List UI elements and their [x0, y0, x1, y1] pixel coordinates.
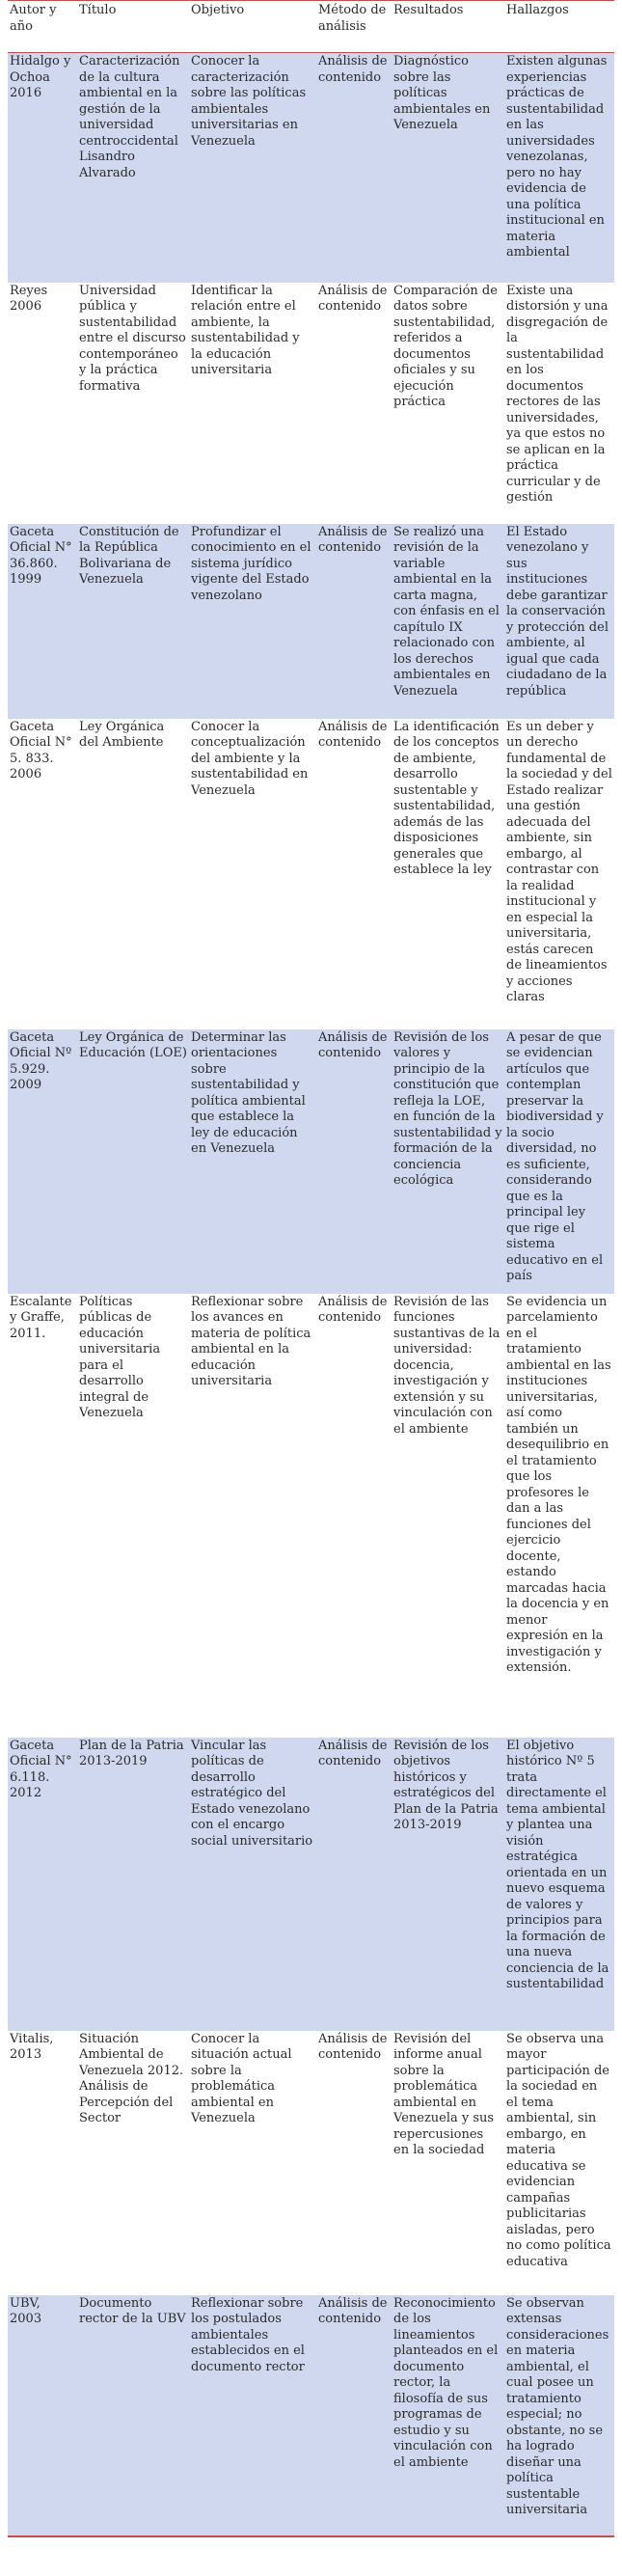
table-row [8, 1738, 614, 2031]
cell-autor: Escalante y Graffe, 2011. [10, 1294, 72, 1341]
cell-autor: Vitalis, 2013 [10, 2031, 54, 2062]
cell-autor: UBV, 2003 [8, 2295, 77, 2536]
cell-objetivo: Identificar la relación entre el ambiente, la sustentabilidad y la educación universitaria [191, 283, 300, 377]
cell-resultados: Revisión de las funciones sustantivas de la universidad: docencia, investigación y extensión y su vinculación con el ambiente [393, 1294, 500, 1437]
cell-objetivo: Conocer la conceptualización del ambiente y la sustentabilidad en Venezuela [191, 719, 309, 798]
header-metodo: Método de análisis [316, 1, 392, 53]
cell-metodo: Análisis de contenido [316, 53, 392, 283]
cell-objetivo: Vincular las políticas de desarrollo estratégico del Estado venezolano con el encargo social universitario [189, 1738, 316, 2031]
cell-resultados: La identificación de los conceptos de ambiente, desarrollo sustentable y sustentabilidad, además de las disposiciones generales que establece la ley [393, 719, 500, 877]
cell-metodo: Análisis de contenido [318, 2031, 388, 2062]
cell-titulo: Caracterización de la cultura ambiental en la gestión de la universidad centroccidental Lisandro Alvarado [77, 53, 189, 283]
table-row [8, 1294, 614, 1738]
cell-hallazgos: Se observa una mayor participación de la sociedad en el tema ambiental, sin embargo, en materia educativa se evidencian campañas publicitarias aisladas, pero no como política educativa [506, 2031, 611, 2269]
cell-objetivo: Conocer la situación actual sobre la problemática ambiental en Venezuela [191, 2031, 292, 2125]
cell-hallazgos: A pesar de que se evidencian artículos que contemplan preservar la biodiversidad y la socio diversidad, no es suficiente, considerando que es la principal ley que rige el sistema educativo en el país [504, 1029, 614, 1294]
cell-hallazgos: El Estado venezolano y sus instituciones debe garantizar la conservación y protección del ambiente, al igual que cada ciudadano de la república [504, 524, 614, 719]
table-row [8, 1029, 614, 1294]
table-header-row [8, 1, 614, 53]
cell-resultados: Se realizó una revisión de la variable ambiental en la carta magna, con énfasis en el capítulo IX relacionado con los derechos ambientales en Venezuela [392, 524, 504, 719]
cell-metodo: Análisis de contenido [318, 719, 388, 750]
cell-autor: Hidalgo y Ochoa 2016 [8, 53, 77, 283]
header-hallazgos: Hallazgos [504, 1, 614, 53]
cell-objetivo: Conocer la caracterización sobre las políticas ambientales universitarias en Venezuela [189, 53, 316, 283]
cell-hallazgos: Se observan extensas consideraciones en materia ambiental, el cual posee un tratamiento especial; no obstante, no se ha logrado diseñar una política sustentable universitaria [504, 2295, 614, 2536]
header-resultados: Resultados [392, 1, 504, 53]
table-row [8, 53, 614, 283]
cell-titulo: Plan de la Patria 2013-2019 [77, 1738, 189, 2031]
cell-resultados: Revisión de los objetivos históricos y estratégicos del Plan de la Patria 2013-2019 [392, 1738, 504, 2031]
header-objetivo: Objetivo [189, 1, 316, 53]
cell-hallazgos: Se evidencia un parcelamiento en el tratamiento ambiental en las instituciones universitarias, así como también un desequilibrio en el tratamiento que los profesores le dan a las funciones del ejercicio docente, estando marcadas hacia la docencia y en menor expresión en la investigación y extensión. [506, 1294, 611, 1675]
cell-metodo: Análisis de contenido [318, 283, 388, 314]
cell-objetivo: Reflexionar sobre los avances en materia de política ambiental en la educación universitaria [191, 1294, 311, 1388]
cell-metodo: Análisis de contenido [316, 524, 392, 719]
cell-titulo: Universidad pública y sustentabilidad entre el discurso contemporáneo y la práctica formativa [79, 283, 186, 394]
cell-hallazgos: Existen algunas experiencias prácticas de sustentabilidad en las universidades venezolanas, pero no hay evidencia de una política institucional en materia ambiental [504, 53, 614, 283]
cell-metodo: Análisis de contenido [316, 2295, 392, 2536]
table-row [8, 524, 614, 719]
cell-resultados: Reconocimiento de los lineamientos planteados en el documento rector, la filosofía de sus programas de estudio y su vinculación con el ambiente [392, 2295, 504, 2536]
cell-metodo: Análisis de contenido [318, 1294, 388, 1325]
cell-titulo: Documento rector de la UBV [77, 2295, 189, 2536]
cell-titulo: Políticas públicas de educación universitaria para el desarrollo integral de Venezuela [79, 1294, 161, 1420]
cell-hallazgos: Existe una distorsión y una disgregación de la sustentabilidad en los documentos rectores de las universidades, ya que estos no se aplican en la práctica curricular y de gestión [506, 283, 608, 505]
cell-autor: Gaceta Oficial Nº 5.929. 2009 [8, 1029, 77, 1294]
cell-titulo: Ley Orgánica del Ambiente [79, 719, 165, 750]
cell-resultados: Comparación de datos sobre sustentabilidad, referidos a documentos oficiales y su ejecución práctica [393, 283, 498, 409]
table-row [8, 719, 614, 1029]
cell-metodo: Análisis de contenido [316, 1029, 392, 1294]
cell-resultados: Diagnóstico sobre las políticas ambientales en Venezuela [392, 53, 504, 283]
cell-autor: Reyes 2006 [10, 283, 48, 314]
cell-titulo: Ley Orgánica de Educación (LOE) [77, 1029, 189, 1294]
table-row [8, 283, 614, 524]
cell-titulo: Constitución de la República Bolivariana de Venezuela [77, 524, 189, 719]
literature-review-table-container [8, 0, 614, 2537]
cell-hallazgos: Es un deber y un derecho fundamental de la sociedad y del Estado realizar una gestión adecuada del ambiente, sin embargo, al contrastar con la realidad institucional y en especial la universitaria, estás carecen de lineamientos y acciones claras [506, 719, 612, 1004]
cell-autor: Gaceta Oficial N° 5. 833. 2006 [10, 719, 72, 781]
table-row [8, 2031, 614, 2295]
header-autor: Autor y año [8, 1, 77, 53]
literature-review-table [8, 0, 614, 2537]
header-titulo: Título [77, 1, 189, 53]
cell-resultados: Revisión de los valores y principio de la constitución que refleja la LOE, en función de la sustentabilidad y formación de la conciencia ecológica [392, 1029, 504, 1294]
cell-hallazgos: El objetivo histórico Nº 5 trata directamente el tema ambiental y plantea una visión estratégica orientada en un nuevo esquema de valores y principios para la formación de una nueva conciencia de la sustentabilidad [504, 1738, 614, 2031]
cell-metodo: Análisis de contenido [316, 1738, 392, 2031]
cell-objetivo: Profundizar el conocimiento en el sistema jurídico vigente del Estado venezolano [189, 524, 316, 719]
cell-autor: Gaceta Oficial N° 6.118. 2012 [8, 1738, 77, 2031]
cell-titulo: Situación Ambiental de Venezuela 2012. Análisis de Percepción del Sector [79, 2031, 184, 2125]
cell-objetivo: Reflexionar sobre los postulados ambientales establecidos en el documento rector [189, 2295, 316, 2536]
table-row [8, 2295, 614, 2536]
cell-autor: Gaceta Oficial N° 36.860. 1999 [8, 524, 77, 719]
cell-resultados: Revisión del informe anual sobre la problemática ambiental en Venezuela y sus repercusiones en la sociedad [393, 2031, 495, 2157]
cell-objetivo: Determinar las orientaciones sobre sustentabilidad y política ambiental que establece la ley de educación en Venezuela [189, 1029, 316, 1294]
